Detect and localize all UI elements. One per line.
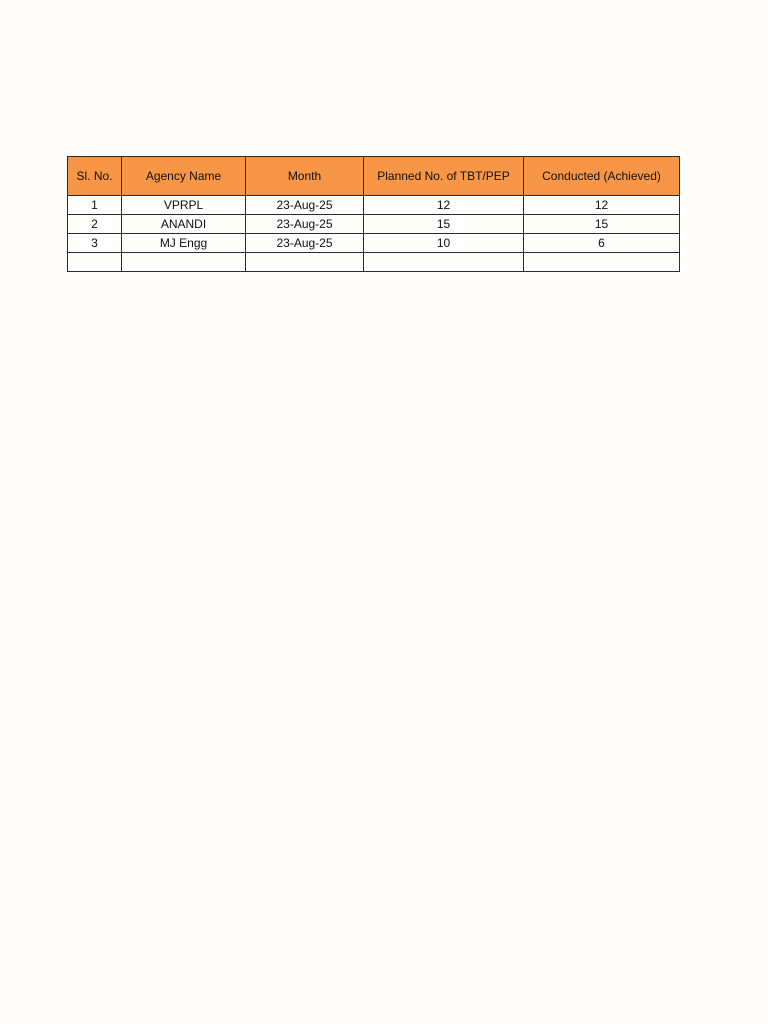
cell-conducted: 15 (524, 215, 680, 234)
header-sl-no: Sl. No. (68, 157, 122, 196)
table-row (68, 215, 680, 234)
cell-agency-name: ANANDI (122, 215, 246, 234)
header-month: Month (246, 157, 364, 196)
cell-sl-no: 2 (68, 215, 122, 234)
cell-planned: 15 (364, 215, 524, 234)
cell-agency-name: MJ Engg (122, 234, 246, 253)
cell-month: 23-Aug-25 (246, 234, 364, 253)
cell-conducted (524, 253, 680, 272)
cell-planned: 10 (364, 234, 524, 253)
cell-sl-no: 3 (68, 234, 122, 253)
cell-sl-no: 1 (68, 196, 122, 215)
cell-agency-name: VPRPL (122, 196, 246, 215)
cell-conducted: 12 (524, 196, 680, 215)
cell-planned (364, 253, 524, 272)
cell-sl-no (68, 253, 122, 272)
header-conducted: Conducted (Achieved) (524, 157, 680, 196)
document-page (67, 156, 679, 272)
header-planned: Planned No. of TBT/PEP (364, 157, 524, 196)
cell-conducted: 6 (524, 234, 680, 253)
cell-planned: 12 (364, 196, 524, 215)
tbt-pep-table (67, 156, 680, 272)
table-row-empty (68, 253, 680, 272)
cell-month: 23-Aug-25 (246, 215, 364, 234)
header-row (68, 157, 680, 196)
cell-agency-name (122, 253, 246, 272)
table-row (68, 196, 680, 215)
table-row (68, 234, 680, 253)
cell-month (246, 253, 364, 272)
header-agency-name: Agency Name (122, 157, 246, 196)
cell-month: 23-Aug-25 (246, 196, 364, 215)
